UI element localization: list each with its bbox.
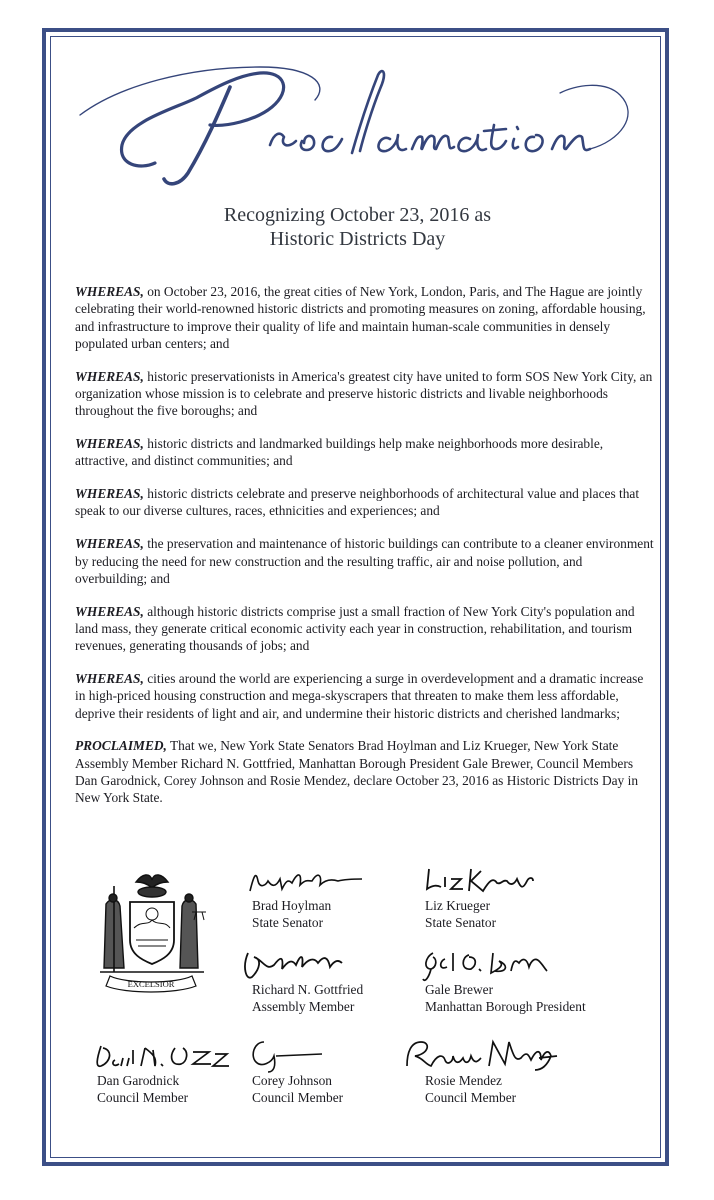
signatory-title: State Senator	[425, 915, 497, 930]
paragraph-lead: WHEREAS,	[75, 368, 144, 384]
signature-rosie-mendez	[401, 1036, 561, 1074]
paragraph-lead: WHEREAS,	[75, 603, 144, 619]
signature-gale-brewer	[419, 947, 549, 987]
paragraph-text: historic districts celebrate and preserve neighborhoods of architectural value and places that speak to our diverse cultures, races, ethnicities and experiences; and	[75, 486, 640, 519]
whereas-paragraph	[75, 603, 655, 655]
paragraph-lead: WHEREAS,	[75, 486, 144, 502]
signatory-brad-hoylman	[252, 897, 331, 931]
whereas-paragraph	[75, 368, 655, 420]
signatory-richard-gottfried	[252, 981, 363, 1015]
paragraph-text: on October 23, 2016, the great cities of New York, London, Paris, and The Hague are jointly celebrating their world-renowned historic districts and promoting measures on zoning, affordable housing, and infrastructure to improve their quality of life and maintain human-scale communities in densely populated urban centers; and	[75, 284, 646, 351]
signatory-name: Brad Hoylman	[252, 898, 332, 913]
signature-liz-krueger	[423, 863, 535, 899]
signatory-dan-garodnick	[97, 1072, 188, 1106]
paragraph-text: although historic districts comprise just a small fraction of New York City's population and land mass, they generate critical economic activity each year in construction, rehabilitation, and tourism revenues, generating thousands of jobs; and	[75, 603, 635, 654]
signatory-title: State Senator	[252, 915, 324, 930]
signatory-title: Council Member	[97, 1090, 189, 1105]
state-seal-icon	[92, 868, 210, 993]
whereas-paragraph	[75, 485, 655, 520]
seal-motto: EXCELSIOR	[127, 979, 175, 989]
proclaimed-paragraph	[75, 737, 655, 806]
paragraph-lead: WHEREAS,	[75, 536, 144, 552]
paragraph-text: cities around the world are experiencing a surge in overdevelopment and a dramatic increase in high-priced housing construction and mega-skyscrapers that threaten to make them less affordable, deprive their residents of light and air, and undermine their historic districts and cherished landmarks;	[75, 671, 644, 721]
signature-richard-gottfried	[238, 947, 348, 985]
signature-brad-hoylman	[246, 867, 364, 899]
signatory-name: Gale Brewer	[425, 982, 494, 997]
paragraph-lead: PROCLAIMED,	[75, 738, 167, 754]
signatory-liz-krueger	[425, 897, 496, 931]
paragraph-text: historic preservationists in America's greatest city have united to form SOS New York City, an organization whose mission is to celebrate and preserve historic districts and livable neighborhoods throughout the five boroughs; and	[75, 368, 653, 419]
signature-corey-johnson	[246, 1036, 326, 1076]
signature-dan-garodnick	[93, 1040, 233, 1074]
whereas-paragraph	[75, 535, 655, 587]
paragraph-text: historic districts and landmarked buildings help make neighborhoods more desirable, attractive, and distinct communities; and	[75, 436, 604, 469]
signatory-title: Council Member	[425, 1090, 517, 1105]
signatory-title: Assembly Member	[252, 999, 355, 1014]
signatory-name: Richard N. Gottfried	[252, 982, 364, 997]
paragraph-lead: WHEREAS,	[75, 436, 144, 452]
paragraph-lead: WHEREAS,	[75, 284, 144, 299]
whereas-paragraph	[75, 283, 655, 352]
whereas-paragraph	[75, 435, 655, 470]
subtitle-line-1: Recognizing October 23, 2016 as	[223, 204, 492, 226]
subtitle-line-2: Historic Districts Day	[269, 228, 446, 250]
signatory-corey-johnson	[252, 1072, 343, 1106]
paragraph-text: That we, New York State Senators Brad Hoylman and Liz Krueger, New York State Assembly Member Richard N. Gottfried, Manhattan Borough President Gale Brewer, Council Members Dan Garodnick, Corey Johnson and Rosie Mendez, declare October 23, 2016 as Historic Districts Day in New York State.	[75, 738, 639, 806]
signatory-name: Dan Garodnick	[97, 1073, 180, 1088]
whereas-paragraph	[75, 670, 655, 722]
signatory-gale-brewer	[425, 981, 586, 1015]
signatory-rosie-mendez	[425, 1072, 516, 1106]
signatory-name: Rosie Mendez	[425, 1073, 502, 1088]
proclamation-script-logo	[60, 45, 655, 195]
signatory-title: Manhattan Borough President	[425, 999, 586, 1014]
signatory-name: Liz Krueger	[425, 898, 491, 913]
paragraph-lead: WHEREAS,	[75, 671, 144, 687]
proclamation-title	[60, 45, 655, 195]
proclamation-subtitle	[60, 203, 655, 251]
signatory-title: Council Member	[252, 1090, 344, 1105]
paragraph-text: the preservation and maintenance of historic buildings can contribute to a cleaner environment by reducing the need for new construction and the resulting traffic, air and noise pollution, and overbuilding; and	[75, 536, 654, 586]
signatory-name: Corey Johnson	[252, 1073, 332, 1088]
new-york-state-seal	[92, 868, 210, 993]
proclamation-body	[75, 283, 655, 822]
